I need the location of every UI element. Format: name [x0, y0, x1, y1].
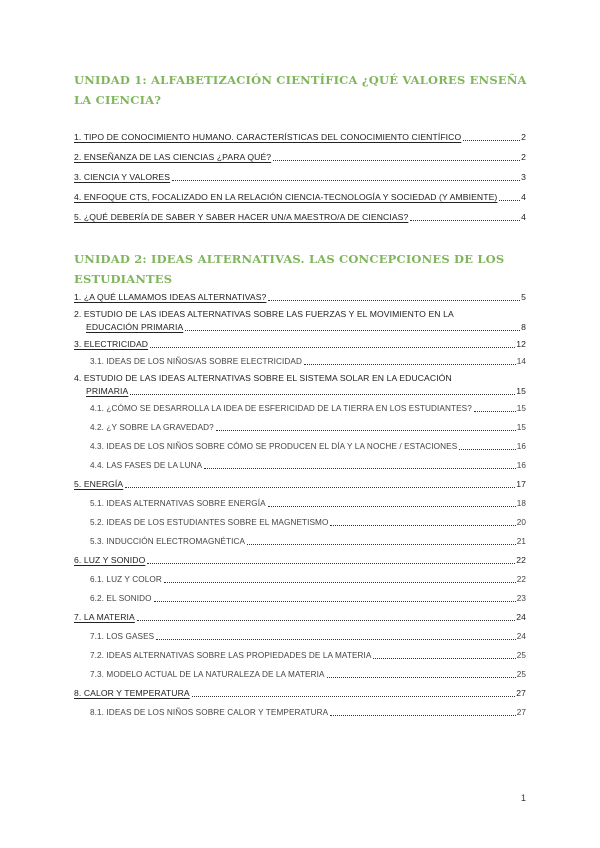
- toc-subentry[interactable]: 7.3. MODELO ACTUAL DE LA NATURALEZA DE LA MATERIA 25: [90, 670, 526, 679]
- toc-entry[interactable]: 1. TIPO DE CONOCIMIENTO HUMANO. CARACTERÍSTICAS DEL CONOCIMIENTO CIENTÍFICO 2: [74, 132, 526, 142]
- toc-subentry[interactable]: 8.1. IDEAS DE LOS NIÑOS SOBRE CALOR Y TEMPERATURA 27: [90, 708, 526, 717]
- toc-entry[interactable]: 5. ENERGÍA 17: [74, 479, 526, 489]
- toc-subentry[interactable]: 5.3. INDUCCIÓN ELECTROMAGNÉTICA 21: [90, 537, 526, 546]
- toc-subentry[interactable]: 3.1. IDEAS DE LOS NIÑOS/AS SOBRE ELECTRICIDAD 14: [90, 357, 526, 366]
- unit-1-title: UNIDAD 1: ALFABETIZACIÓN CIENTÍFICA ¿QUÉ VALORES ENSEÑA LA CIENCIA?: [74, 73, 527, 107]
- toc-subentry[interactable]: 4.2. ¿Y SOBRE LA GRAVEDAD? 15: [90, 423, 526, 432]
- unit-2-title: UNIDAD 2: IDEAS ALTERNATIVAS. LAS CONCEPCIONES DE LOS ESTUDIANTES: [74, 252, 505, 286]
- toc-entry[interactable]: 6. LUZ Y SONIDO 22: [74, 555, 526, 565]
- unit-1-toc: [74, 131, 526, 224]
- toc-subentry[interactable]: 5.1. IDEAS ALTERNATIVAS SOBRE ENERGÍA 18: [90, 499, 526, 508]
- toc-entry[interactable]: 4. ENFOQUE CTS, FOCALIZADO EN LA RELACIÓN CIENCIA-TECNOLOGÍA Y SOCIEDAD (Y AMBIENTE) 4: [74, 192, 526, 202]
- toc-entry[interactable]: 5. ¿QUÉ DEBERÍA DE SABER Y SABER HACER UN/A MAESTRO/A DE CIENCIAS? 4: [74, 212, 526, 222]
- toc-subentry[interactable]: 4.4. LAS FASES DE LA LUNA 16: [90, 461, 526, 470]
- toc-entry[interactable]: 2. ESTUDIO DE LAS IDEAS ALTERNATIVAS SOBRE LAS FUERZAS Y EL MOVIMIENTO EN LA EDUCACIÓN PRIMARIA 8: [74, 309, 526, 332]
- page-number: 1: [521, 793, 527, 803]
- toc-entry[interactable]: 3. CIENCIA Y VALORES 3: [74, 172, 526, 182]
- toc-entry[interactable]: 2. ENSEÑANZA DE LAS CIENCIAS ¿PARA QUÉ? 2: [74, 152, 526, 162]
- toc-subentry[interactable]: 5.2. IDEAS DE LOS ESTUDIANTES SOBRE EL MAGNETISMO 20: [90, 518, 526, 527]
- toc-entry[interactable]: 8. CALOR Y TEMPERATURA 27: [74, 688, 526, 698]
- toc-subentry[interactable]: 4.3. IDEAS DE LOS NIÑOS SOBRE CÓMO SE PRODUCEN EL DÍA Y LA NOCHE / ESTACIONES 16: [90, 442, 526, 451]
- toc-subentry[interactable]: 6.2. EL SONIDO 23: [90, 594, 526, 603]
- toc-entry[interactable]: 3. ELECTRICIDAD 12: [74, 339, 526, 349]
- toc-subentry[interactable]: 6.1. LUZ Y COLOR 22: [90, 575, 526, 584]
- toc-subentry[interactable]: 4.1. ¿CÓMO SE DESARROLLA LA IDEA DE ESFERICIDAD DE LA TIERRA EN LOS ESTUDIANTES? 15: [90, 404, 526, 413]
- unit-2-toc: [74, 291, 526, 719]
- toc-subentry[interactable]: 7.2. IDEAS ALTERNATIVAS SOBRE LAS PROPIEDADES DE LA MATERIA 25: [90, 651, 526, 660]
- toc-subentry[interactable]: 7.1. LOS GASES 24: [90, 632, 526, 641]
- toc-entry[interactable]: 4. ESTUDIO DE LAS IDEAS ALTERNATIVAS SOBRE EL SISTEMA SOLAR EN LA EDUCACIÓN PRIMARIA 15: [74, 373, 526, 396]
- toc-entry[interactable]: 7. LA MATERIA 24: [74, 612, 526, 622]
- toc-entry[interactable]: 1. ¿A QUÉ LLAMAMOS IDEAS ALTERNATIVAS? 5: [74, 292, 526, 302]
